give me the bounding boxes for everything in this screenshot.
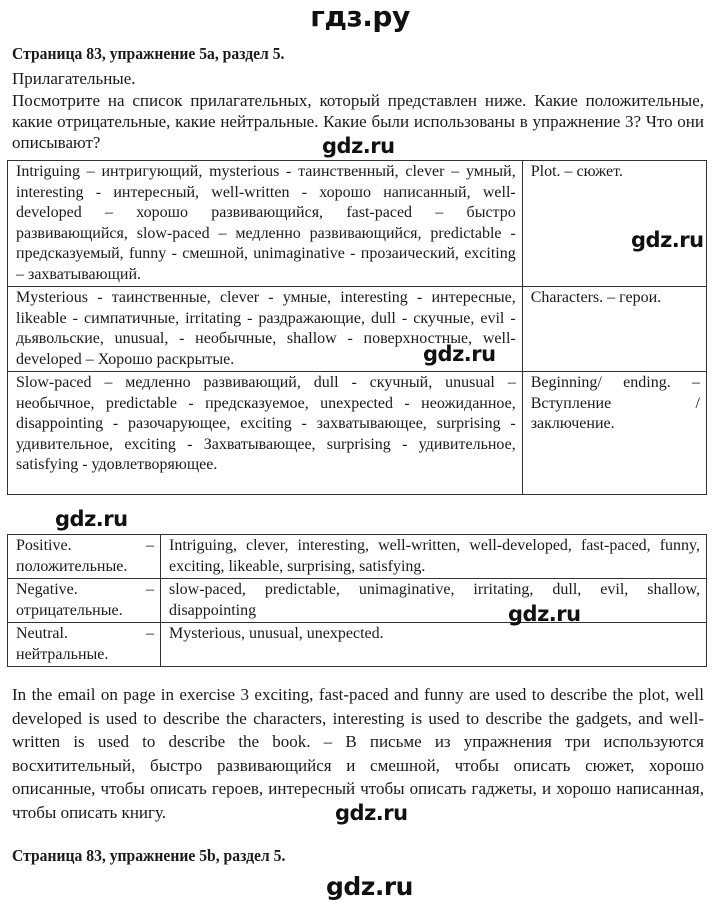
watermark: gdz.ru — [335, 801, 408, 825]
translation-table — [7, 160, 707, 495]
category-label-ru: положительные. — [16, 557, 128, 575]
words-cell: Mysterious - таинственные, clever - умные, interesting - интересные, likeable - симпатичные, irritating - раздражающие, dull - скучные, evil - дьявольские, unusual, - необычные, shallow - поверхностные, well-developed – Хорошо раскрытые. — [8, 287, 523, 372]
table-row — [8, 287, 707, 372]
table-row — [8, 535, 707, 579]
exercise-5a-subtitle: Прилагательные. — [12, 69, 136, 88]
watermark: gdz.ru — [322, 134, 395, 158]
table-row — [8, 579, 707, 623]
site-logo[interactable]: гдз.ру — [310, 0, 410, 33]
words-cell: Intriguing – интригующий, mysterious - таинственный, clever – умный, interesting - интересный, well-written - хорошо написанный, well-developed – хорошо развивающийся, fast-paced – быстро развивающийся, slow-paced – медленно развивающийся, predictable - предсказуемый, funny - смешной, unimaginative - прозаический, exciting – захватывающий. — [8, 161, 523, 287]
category-label-en: Negative. — [16, 581, 78, 598]
category-words-cell: Intriguing, clever, interesting, well-written, well-developed, fast-paced, funny, exciting, likeable, surprising, satisfying. — [161, 535, 707, 579]
table-row — [8, 161, 707, 287]
category-label-en: Positive. — [16, 537, 72, 554]
watermark: gdz.ru — [55, 507, 128, 531]
watermark: gdz.ru — [508, 602, 581, 626]
category-words-cell: slow-paced, predictable, unimaginative, irritating, dull, evil, shallow, disappointing — [161, 579, 707, 623]
table-row — [8, 372, 707, 495]
watermark: gdz.ru — [631, 228, 704, 252]
exercise-5a-heading: Страница 83, упражнение 5a, раздел 5. — [12, 44, 285, 63]
category-table — [7, 534, 707, 667]
watermark: gdz.ru — [326, 872, 413, 901]
category-label-ru: отрицательные. — [16, 601, 123, 619]
category-label-ru: нейтральные. — [16, 645, 109, 663]
category-dash: – — [146, 625, 154, 642]
watermark: gdz.ru — [423, 342, 496, 366]
topic-cell: Characters. – герои. — [522, 287, 706, 372]
table-row — [8, 623, 707, 667]
exercise-5a-instruction: Посмотрите на список прилагательных, который представлен ниже. Какие положительные, какие отрицательные, какие нейтральные. Какие были использованы в упражнение 3? Что они описывают? — [12, 91, 704, 152]
category-label-en: Neutral. — [16, 625, 68, 642]
category-dash: – — [146, 537, 154, 554]
category-words-cell: Mysterious, unusual, unexpected. — [161, 623, 707, 667]
topic-cell: Plot. – сюжет. — [522, 161, 706, 287]
category-label-cell — [8, 579, 161, 623]
exercise-5b-heading: Страница 83, упражнение 5b, раздел 5. — [12, 846, 286, 865]
category-label-cell — [8, 623, 161, 667]
category-label-cell — [8, 535, 161, 579]
exercise-5a-answer: In the email on page in exercise 3 exciting, fast-paced and funny are used to describe the plot, well developed is used to describe the characters, interesting is used to describe the gadgets, and well-written is used to describe the book. – В письме из упражнения три используются восхитительный, быстро развивающийся и смешной, чтобы описать сюжет, хорошо описанные, чтобы описать героев, интересный чтобы описать гаджеты, и хорошо написанная, чтобы описать книгу. — [12, 685, 704, 822]
category-dash: – — [146, 581, 154, 598]
topic-cell: Beginning/ ending. – Вступление / заключение. — [522, 372, 706, 495]
words-cell: Slow-paced – медленно развивающий, dull - скучный, unusual – необычное, predictable - предсказуемое, unexpected - неожиданное, disappointing - разочарующее, exciting - захватывающее, surprising - удивительное, exciting - Захватывающее, surprising - удивительное, satisfying - удовлетворяющее. — [8, 372, 523, 495]
